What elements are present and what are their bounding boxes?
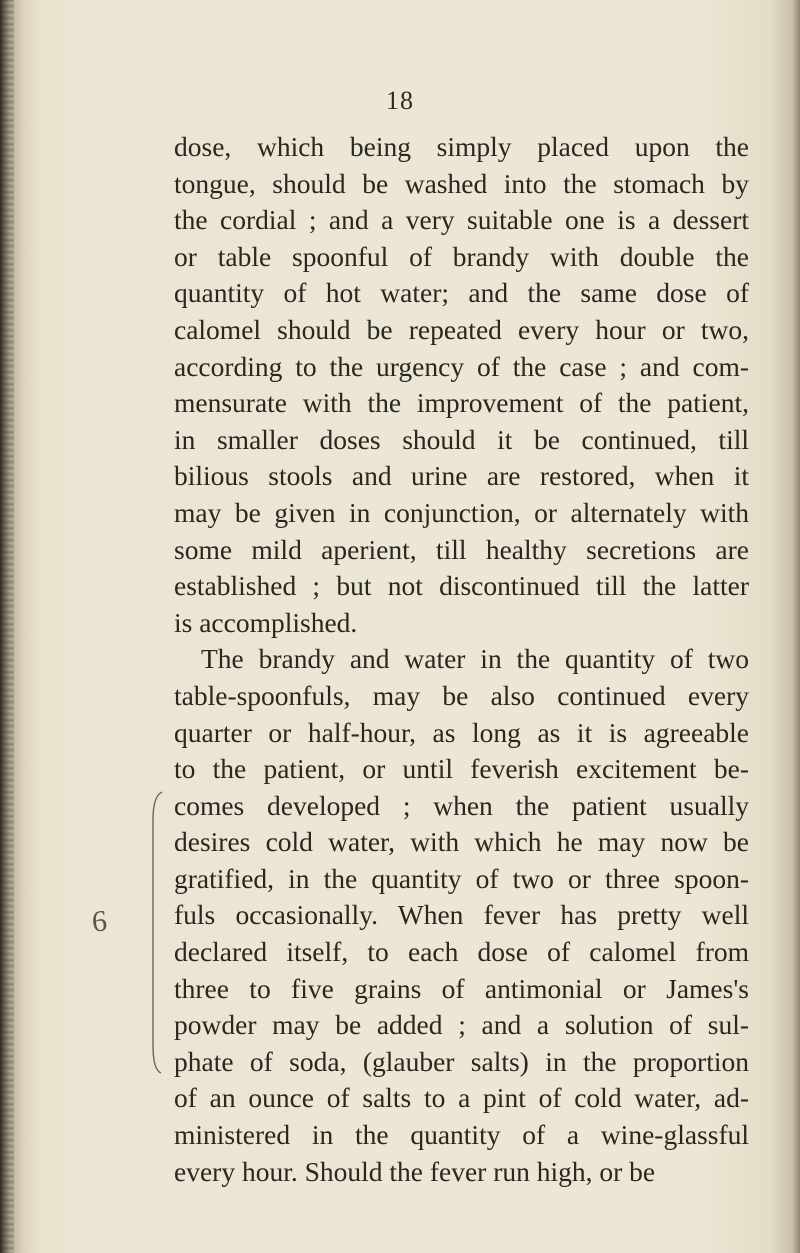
text-line: established ; but not discontinued till the latter [174,570,749,602]
text-line: table-spoonfuls, may be also continued every [174,679,749,711]
text-line: tongue, should be washed into the stomach by [174,167,749,199]
text-line: bilious stools and urine are restored, when it [174,460,749,492]
text-line: quantity of hot water; and the same dose of [174,277,749,309]
margin-annotation: 6 [90,904,109,939]
text-line: fuls occasionally. When fever has pretty well [174,899,749,931]
text-line: of an ounce of salts to a pint of cold water, ad- [174,1082,749,1114]
text-line: dose, which being simply placed upon the [174,131,749,162]
text-line: the cordial ; and a very suitable one is a dessert [174,204,749,236]
page-binding-edge [0,0,14,1253]
text-line: phate of soda, (glauber salts) in the proportion [174,1045,749,1077]
text-line: desires cold water, with which he may now be [174,826,749,858]
text-line: some mild aperient, till healthy secretions are [174,533,749,565]
body-text [174,129,749,1190]
text-line: declared itself, to each dose of calomel from [174,936,749,968]
text-line: quarter or half-hour, as long as it is agreeable [174,716,749,748]
text-line: powder may be added ; and a solution of sul- [174,1009,749,1041]
text-line: three to five grains of antimonial or James's [174,972,749,1004]
text-line: ministered in the quantity of a wine-glassful [174,1119,749,1151]
text-line: calomel should be repeated every hour or two, [174,313,749,345]
text-line: or table spoonful of brandy with double the [174,240,749,272]
text-line: comes developed ; when the patient usually [174,789,749,821]
text-line: gratified, in the quantity of two or three spoon- [174,862,749,894]
text-line: according to the urgency of the case ; and com- [174,350,749,382]
text-line: mensurate with the improvement of the patient, [174,387,749,419]
margin-bracket-mark [150,790,164,1075]
text-line: may be given in conjunction, or alternately with [174,496,749,528]
text-line: every hour. Should the fever run high, or be [174,1155,656,1187]
page-number: 18 [386,86,414,115]
text-line: The brandy and water in the quantity of two [201,643,749,675]
text-line: in smaller doses should it be continued, till [174,423,749,455]
text-line: is accomplished. [174,606,358,638]
text-line: to the patient, or until feverish excitement be- [174,753,749,785]
